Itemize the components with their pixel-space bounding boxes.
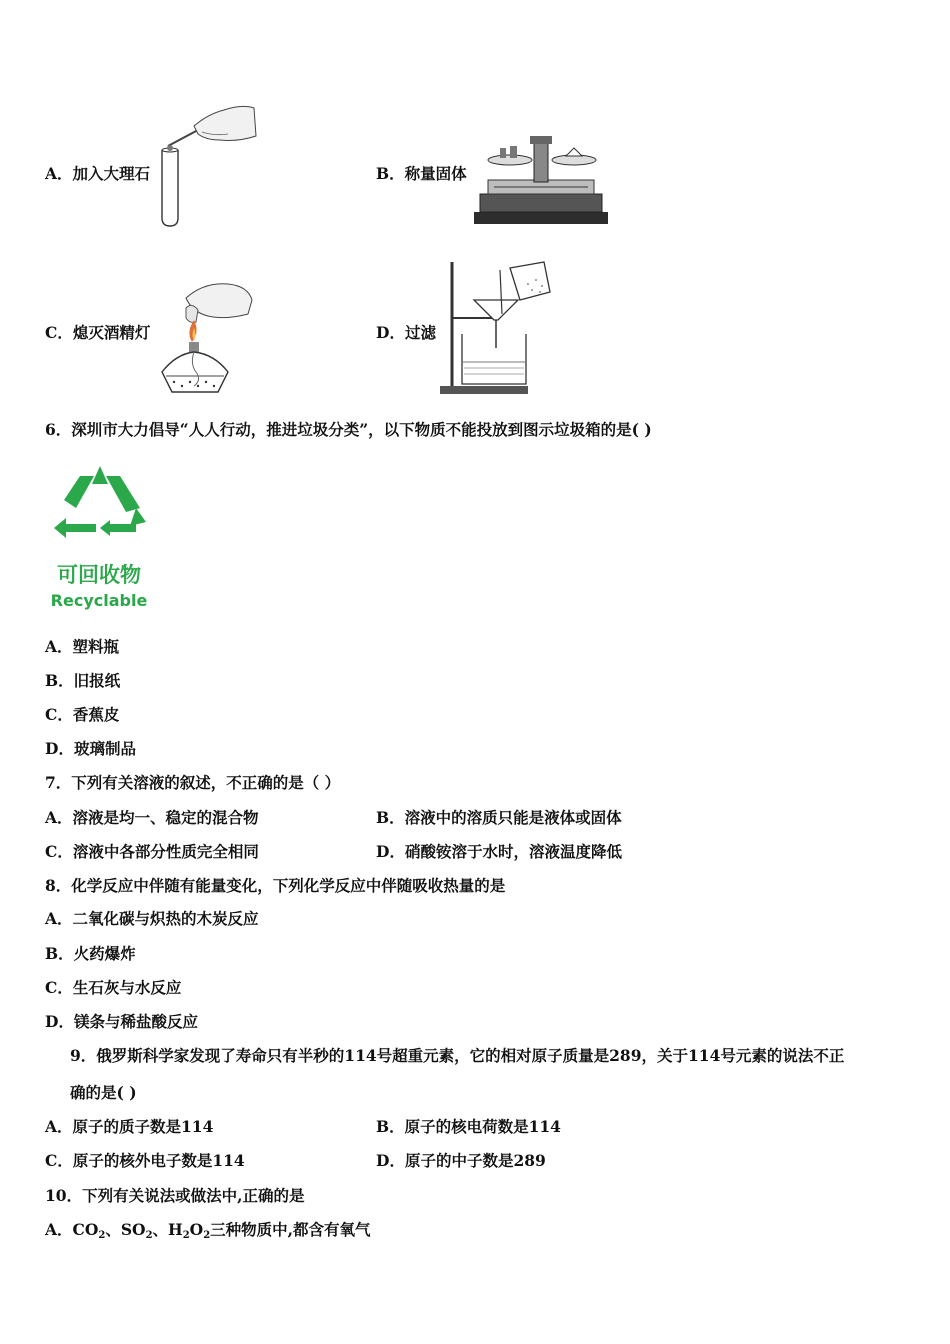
- q9-option-a: A．原子的质子数是114: [45, 1117, 214, 1136]
- q9-option-c: C．原子的核外电子数是114: [45, 1151, 245, 1170]
- balance-scale-figure: [474, 134, 610, 228]
- q7-option-a: A．溶液是均一、稳定的混合物: [45, 808, 259, 827]
- formula-so2: SO: [120, 1220, 146, 1239]
- q7-option-b: B．溶液中的溶质只能是液体或固体: [376, 808, 622, 827]
- q9-option-b: B．原子的核电荷数是114: [376, 1117, 561, 1136]
- q5-option-a: A．加入大理石: [45, 164, 151, 183]
- q6-stem: 6．深圳市大力倡导“人人行动，推进垃圾分类”，以下物质不能投放到图示垃圾箱的是( ): [45, 420, 652, 439]
- q10-option-a-rest: 三种物质中,都含有氧气: [210, 1220, 371, 1239]
- recyclable-logo-en: Recyclable: [50, 591, 148, 610]
- q8-stem: 8．化学反应中伴随有能量变化，下列化学反应中伴随吸收热量的是: [45, 876, 506, 895]
- formula-sub: 2: [145, 1230, 153, 1241]
- q9-stem-line2: 确的是( ): [70, 1083, 137, 1102]
- q7-option-c: C．溶液中各部分性质完全相同: [45, 842, 259, 861]
- q9-option-d: D．原子的中子数是289: [376, 1151, 546, 1170]
- formula-co2: CO: [72, 1220, 99, 1239]
- separator: 、: [152, 1220, 169, 1239]
- filtration-figure: [436, 258, 554, 396]
- q6-option-a: A．塑料瓶: [45, 637, 120, 656]
- q8-option-b: B．火药爆炸: [45, 944, 136, 963]
- formula-h2o2-h: H: [168, 1220, 183, 1239]
- q5-option-d: D．过滤: [376, 323, 436, 342]
- recyclable-logo-cn: 可回收物: [57, 563, 141, 587]
- formula-sub: 2: [98, 1230, 106, 1241]
- q8-option-a: A．二氧化碳与炽热的木炭反应: [45, 909, 259, 928]
- formula-sub: 2: [182, 1230, 190, 1241]
- recyclable-logo: [50, 462, 150, 612]
- q5-option-b: B．称量固体: [376, 164, 467, 183]
- q8-option-d: D．镁条与稀盐酸反应: [45, 1012, 198, 1031]
- alcohol-lamp-figure: [156, 280, 256, 396]
- q6-option-c: C．香蕉皮: [45, 705, 120, 724]
- test-tube-marble-figure: [158, 100, 258, 228]
- q10-stem: 10．下列有关说法或做法中,正确的是: [45, 1186, 305, 1205]
- formula-h2o2-o: O: [189, 1220, 204, 1239]
- q5-option-c: C．熄灭酒精灯: [45, 323, 151, 342]
- q8-option-c: C．生石灰与水反应: [45, 978, 182, 997]
- q10-option-a-prefix: A．: [45, 1220, 73, 1239]
- formula-sub: 2: [203, 1230, 211, 1241]
- q6-option-b: B．旧报纸: [45, 671, 121, 690]
- q7-option-d: D．硝酸铵溶于水时，溶液温度降低: [376, 842, 622, 861]
- recycle-icon: [54, 466, 146, 538]
- q10-option-a: [45, 1220, 371, 1246]
- q6-option-d: D．玻璃制品: [45, 739, 136, 758]
- q9-stem-line1: 9．俄罗斯科学家发现了寿命只有半秒的114号超重元素，它的相对原子质量是289，关于114号元素的说法不正: [70, 1046, 845, 1065]
- q7-stem: 7．下列有关溶液的叙述，不正确的是（ ）: [45, 773, 341, 792]
- separator: 、: [105, 1220, 121, 1239]
